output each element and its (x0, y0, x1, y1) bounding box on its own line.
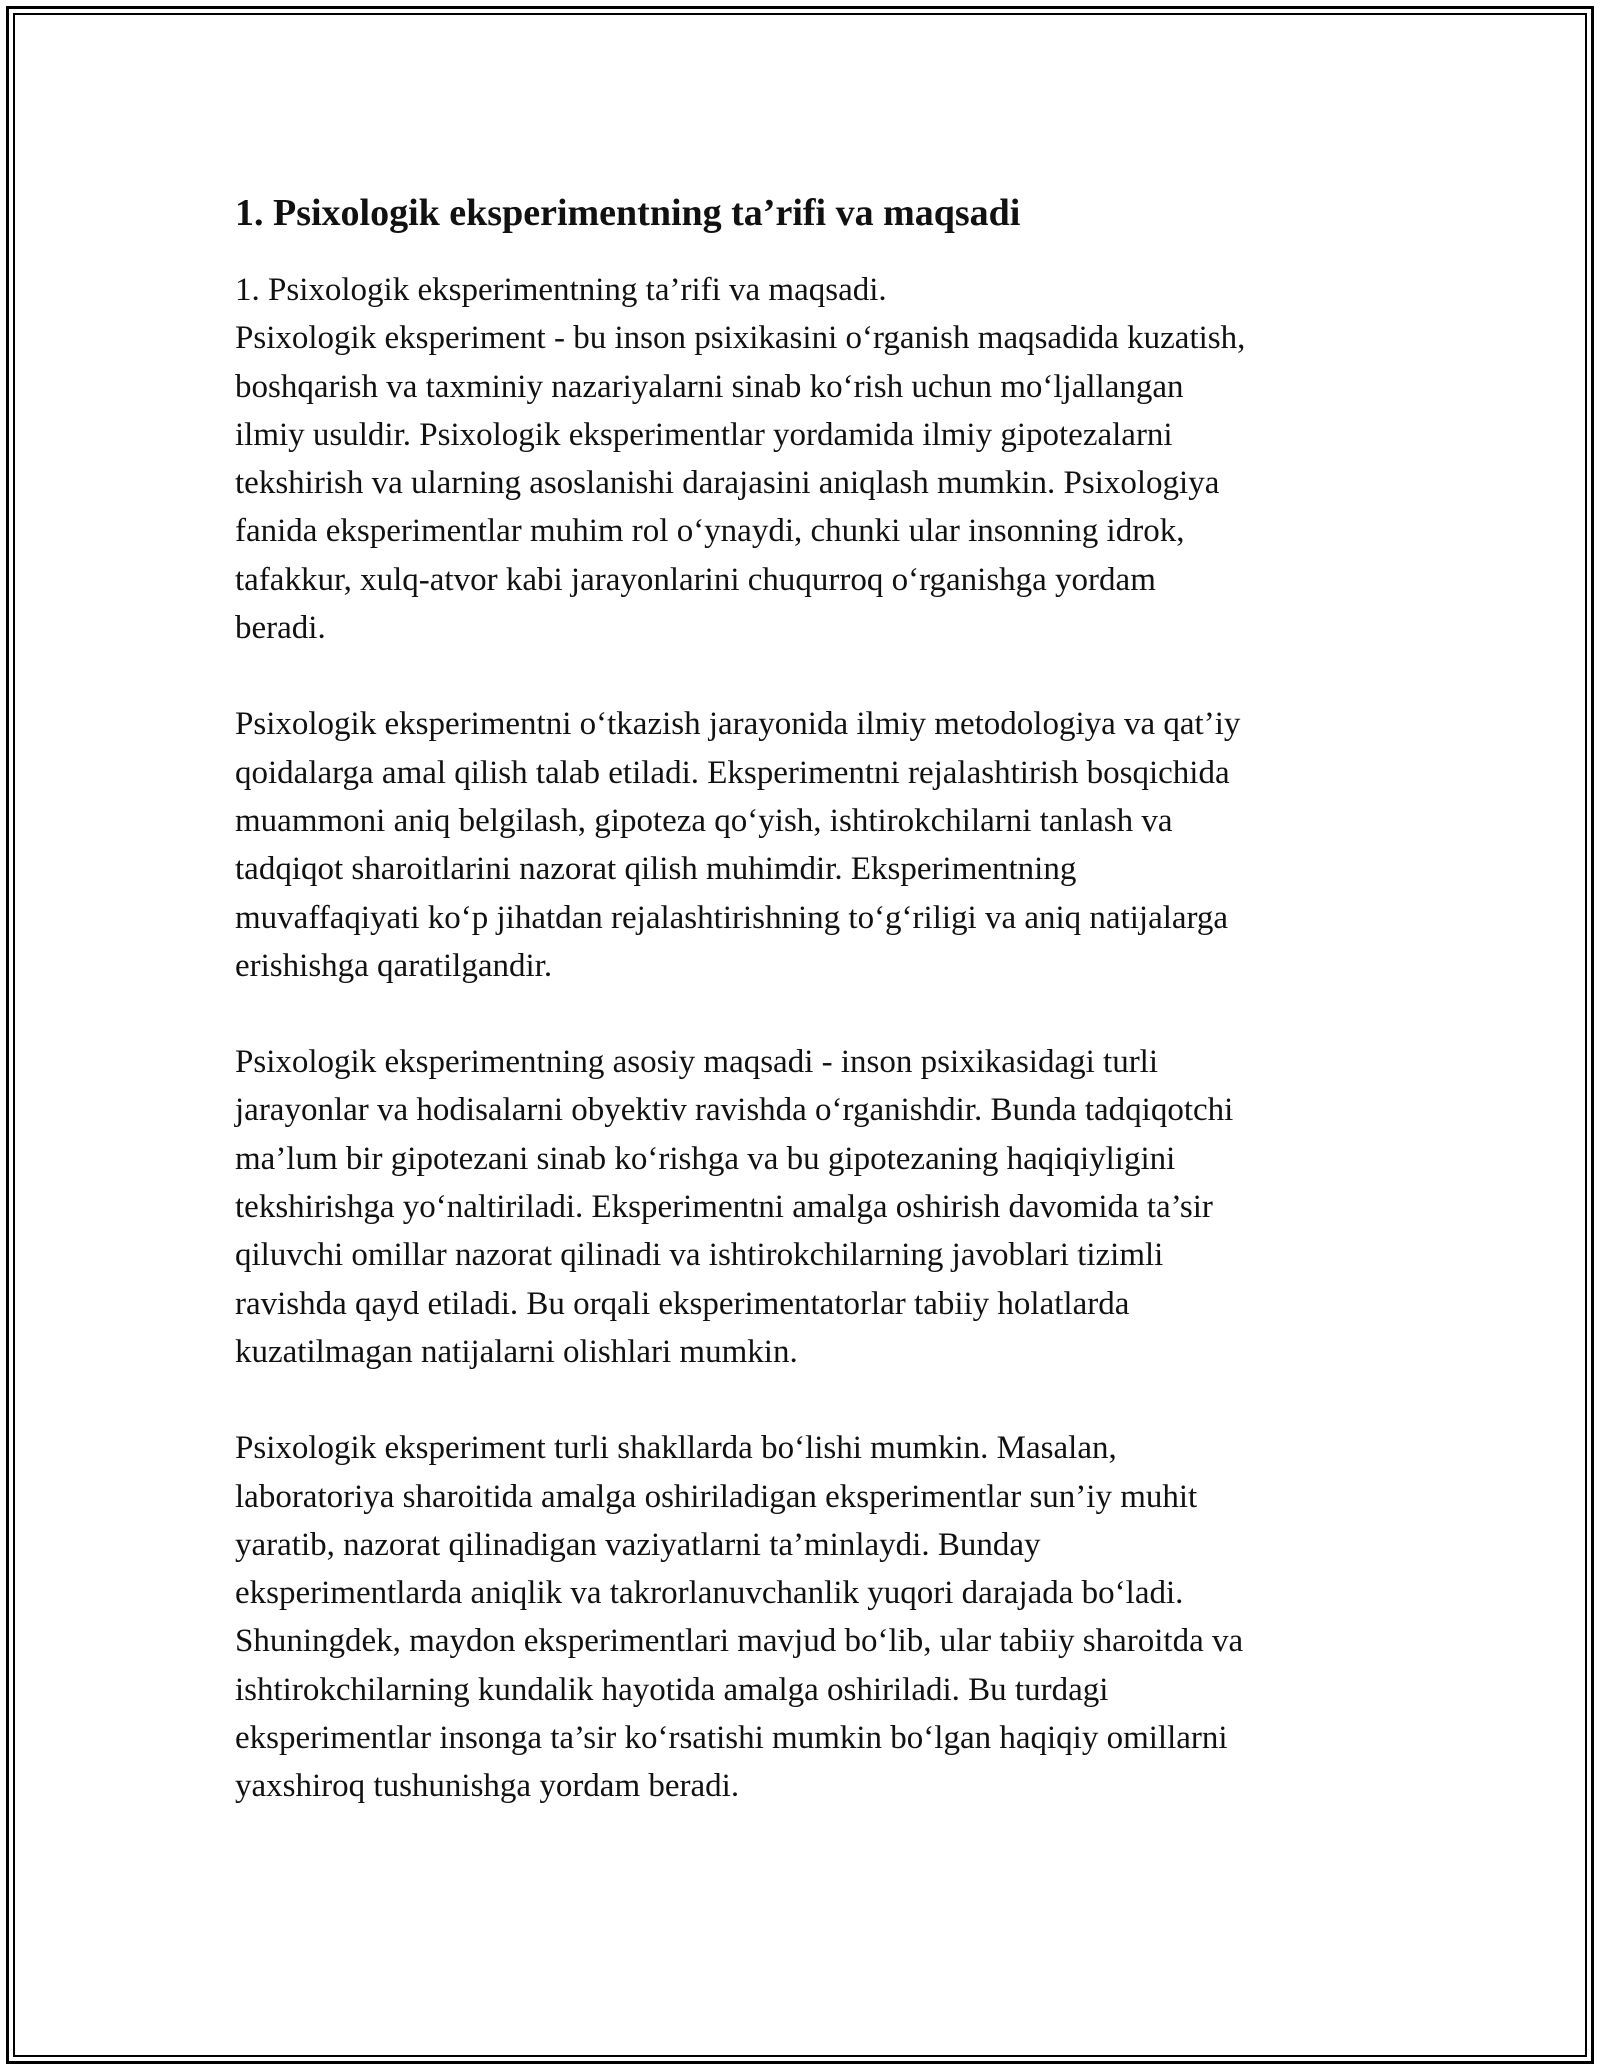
text-line: ilmiy usuldir. Psixologik eksperimentlar yordamida ilmiy gipotezalarni (235, 416, 1173, 453)
text-line: Psixologik eksperimentning asosiy maqsadi - inson psixikasidagi turli (235, 1044, 1159, 1081)
text-line: ma’lum bir gipotezani sinab ko‘rishga va bu gipotezaning haqiqiyligini (235, 1140, 1176, 1177)
text-line: ishtirokchilarning kundalik hayotida amalga oshiriladi. Bu turdagi (235, 1671, 1109, 1708)
text-line: Psixologik eksperimentni o‘tkazish jarayonida ilmiy metodologiya va qat’iy (235, 706, 1241, 743)
text-line: muammoni aniq belgilash, gipoteza qo‘yish, ishtirokchilarni tanlash va (235, 802, 1173, 839)
text-line: boshqarish va taxminiy nazariyalarni sinab ko‘rish uchun mo‘ljallangan (235, 368, 1184, 405)
text-line: laboratoriya sharoitida amalga oshiriladigan eksperimentlar sun’iy muhit (235, 1478, 1198, 1515)
text-line: 1. Psixologik eksperimentning ta’rifi va maqsadi. (235, 272, 887, 308)
text-line: Shuningdek, maydon eksperimentlari mavjud bo‘lib, ular tabiiy sharoitda va (235, 1623, 1244, 1660)
text-line: erishishga qaratilgandir. (235, 947, 553, 984)
text-line: qoidalarga amal qilish talab etiladi. Eksperimentni rejalashtirish bosqichida (235, 754, 1230, 791)
text-line: yaxshiroq tushunishga yordam beradi. (235, 1768, 740, 1805)
text-line: qiluvchi omillar nazorat qilinadi va ishtirokchilarning javoblari tizimli (235, 1237, 1164, 1274)
document-page (235, 186, 1375, 1811)
text-line: kuzatilmagan natijalarni olishlari mumkin. (235, 1333, 798, 1370)
text-line: beradi. (235, 610, 326, 647)
text-line: tekshirishga yo‘naltiriladi. Eksperimentni amalga oshirish davomida ta’sir (235, 1189, 1213, 1226)
text-line: tekshirish va ularning asoslanishi darajasini aniqlash mumkin. Psixologiya (235, 465, 1220, 502)
document-title: 1. Psixologik eksperimentning ta’rifi va maqsadi (235, 192, 1021, 234)
text-line: fanida eksperimentlar muhim rol o‘ynaydi, chunki ular insonning idrok, (235, 513, 1185, 550)
paragraph-definition (235, 266, 1375, 652)
text-line: ravishda qayd etiladi. Bu orqali eksperimentatorlar tabiiy holatlarda (235, 1285, 1130, 1322)
text-line: eksperimentlar insonga ta’sir ko‘rsatishi mumkin bo‘lgan haqiqiy omillarni (235, 1720, 1228, 1757)
text-line: tafakkur, xulq-atvor kabi jarayonlarini chuqurroq o‘rganishga yordam (235, 561, 1156, 598)
paragraph-purpose (235, 1038, 1375, 1376)
text-line: Psixologik eksperiment - bu inson psixikasini o‘rganish maqsadida kuzatish, (235, 320, 1246, 357)
text-line: tadqiqot sharoitlarini nazorat qilish muhimdir. Eksperimentning (235, 851, 1077, 888)
text-line: jarayonlar va hodisalarni obyektiv ravishda o‘rganishdir. Bunda tadqiqotchi (235, 1092, 1234, 1129)
text-line: muvaffaqiyati ko‘p jihatdan rejalashtirishning to‘g‘riligi va aniq natijalarga (235, 899, 1229, 936)
text-line: yaratib, nazorat qilinadigan vaziyatlarni ta’minlaydi. Bunday (235, 1526, 1041, 1563)
paragraph-methodology (235, 700, 1375, 990)
paragraph-forms (235, 1424, 1375, 1810)
text-line: eksperimentlarda aniqlik va takrorlanuvchanlik yuqori darajada bo‘ladi. (235, 1575, 1184, 1612)
text-line: Psixologik eksperiment turli shakllarda bo‘lishi mumkin. Masalan, (235, 1430, 1117, 1467)
